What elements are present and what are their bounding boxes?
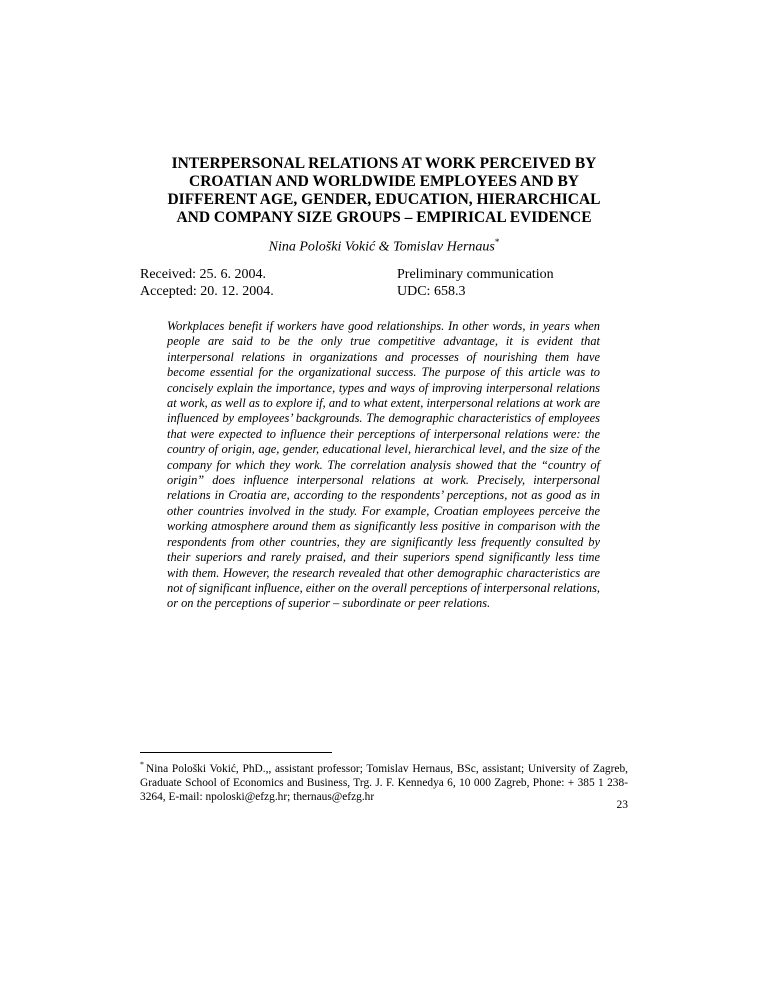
footnote-divider [140, 752, 332, 753]
paper-title [140, 155, 628, 227]
paper-classification [397, 266, 554, 300]
paper-type: Preliminary communication [397, 267, 554, 282]
footnote-text: Nina Pološki Vokić, PhD.,, assistant professor; Tomislav Hernaus, BSc, assistant; University of Zagreb, Graduate School of Economics and Business, Trg. J. F. Kennedya 6, 10 000 Zagreb, Phone: + 385 1 238-3264, E-mail: npoloski@efzg.hr; thernaus@efzg.hr [140, 762, 628, 804]
submission-dates [140, 266, 274, 300]
title-line: CROATIAN AND WORLDWIDE EMPLOYEES AND BY [189, 173, 579, 190]
abstract: Workplaces benefit if workers have good relationships. In other words, in years when people are said to be the only true competitive advantage, it is evident that interpersonal relations in organizations and processes of nourishing them have become essential for the organizational success. The purpose of this article was to concisely explain the importance, types and ways of improving interpersonal relations at work, as well as to explore if, and to what extent, interpersonal relations at work are influenced by employees’ backgrounds. The demographic characteristics of employees that were expected to influence their perceptions of interpersonal relations were: the country of origin, age, gender, educational level, hierarchical level, and the size of the company for which they work. The correlation analysis showed that the “country of origin” does influence interpersonal relations at work. Precisely, interpersonal relations in Croatia are, according to the respondents’ perceptions, not as good as in other countries involved in the study. For example, Croatian employees perceive the working atmosphere around them as significantly less positive in comparison with the respondents from other countries, they are significantly less frequently consulted by their superiors and rarely praised, and their superiors spend significantly less time with them. However, the research revealed that other demographic characteristics are not of significant influence, either on the overall perceptions of interpersonal relations, or on the perceptions of superior – subordinate or peer relations. [167, 319, 600, 611]
title-line: AND COMPANY SIZE GROUPS – EMPIRICAL EVIDENCE [176, 209, 592, 226]
accepted-date: Accepted: 20. 12. 2004. [140, 284, 274, 299]
page-number: 23 [616, 799, 628, 811]
udc-code: UDC: 658.3 [397, 284, 466, 299]
title-line: INTERPERSONAL RELATIONS AT WORK PERCEIVED BY [171, 155, 597, 172]
author-line [0, 237, 768, 256]
received-date: Received: 25. 6. 2004. [140, 267, 266, 282]
footnote-marker: * [140, 760, 144, 769]
title-line: DIFFERENT AGE, GENDER, EDUCATION, HIERARCHICAL [167, 191, 601, 208]
footnote [140, 758, 628, 805]
author-footnote-marker: * [494, 237, 500, 247]
author-names: Nina Pološki Vokić & Tomislav Hernaus [268, 239, 495, 255]
